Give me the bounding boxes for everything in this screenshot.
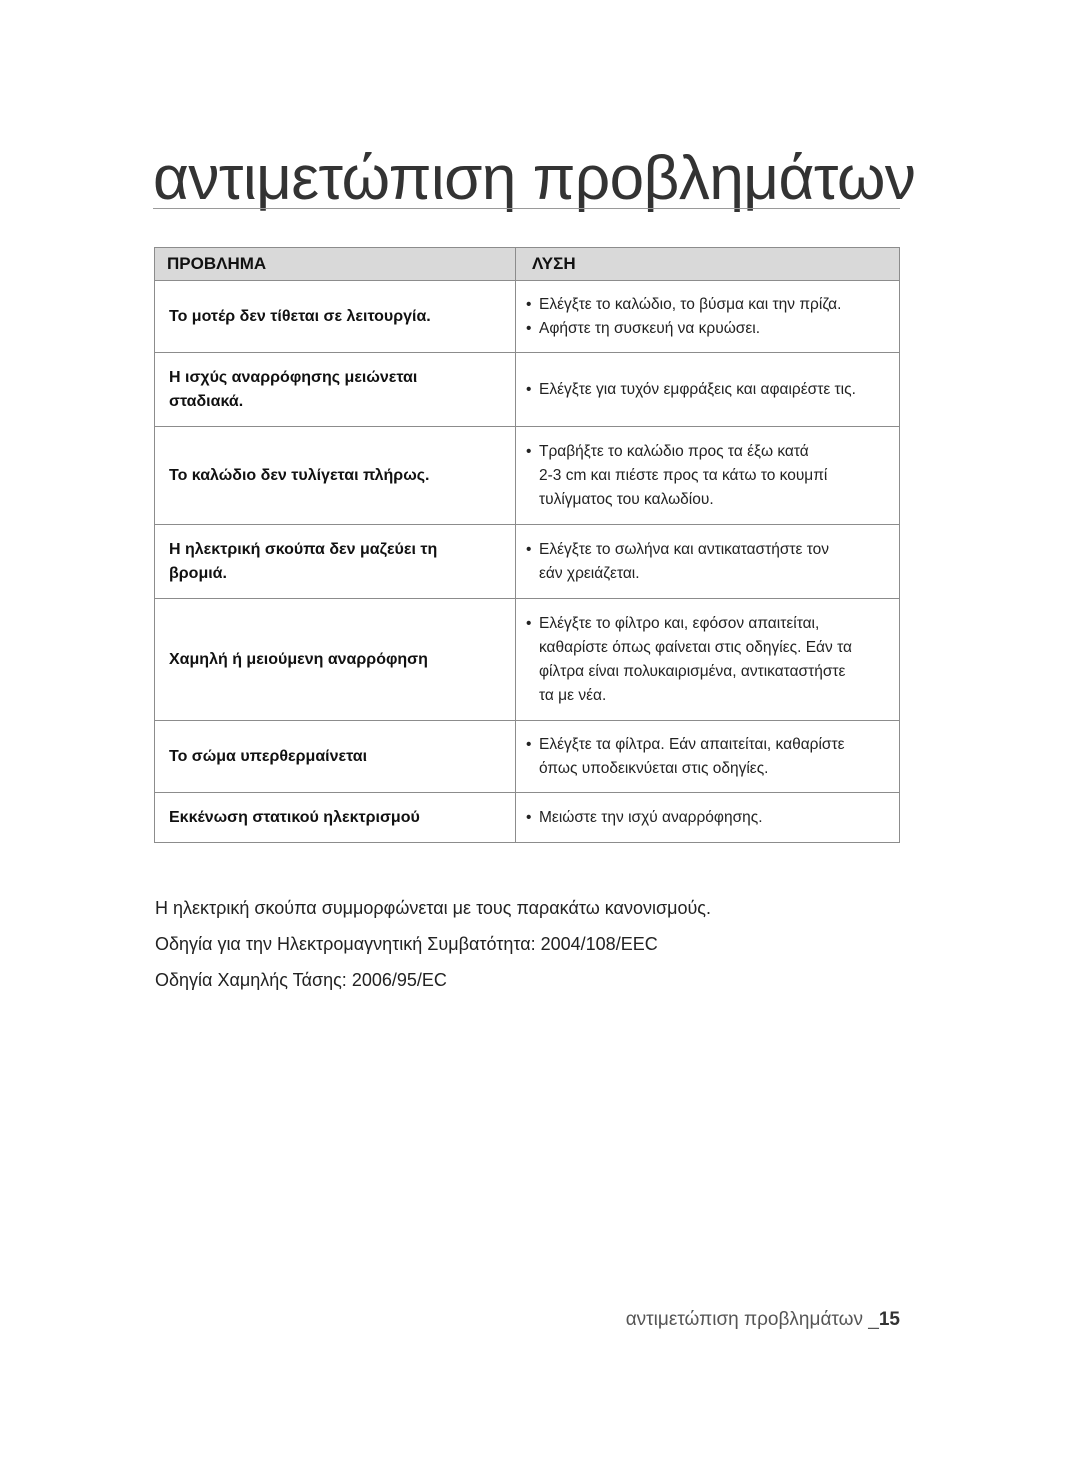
solution-line: Ελέγξτε το καλώδιο, το βύσμα και την πρίζα. (539, 295, 842, 313)
bullet-icon: • (526, 735, 532, 753)
compliance-note: Η ηλεκτρική σκούπα συμμορφώνεται με τους παρακάτω κανονισμούς. (155, 898, 711, 918)
compliance-notes (155, 890, 711, 998)
solution-line: όπως υποδεικνύεται στις οδηγίες. (539, 759, 769, 777)
page-number: 15 (878, 1309, 900, 1330)
solution-item (526, 378, 893, 402)
table-row (155, 599, 900, 721)
solution-item (526, 733, 893, 781)
solution-text (539, 806, 893, 830)
solution-item (526, 612, 893, 708)
bullet-icon: • (526, 295, 532, 313)
bullet-icon: • (526, 442, 532, 460)
solution-item (526, 440, 893, 512)
problem-text: Εκκένωση στατικού ηλεκτρισμού (169, 808, 420, 826)
solution-text (539, 293, 893, 317)
problem-cell (155, 281, 516, 353)
problem-text: Το καλώδιο δεν τυλίγεται πλήρως. (169, 466, 430, 484)
solution-line: φίλτρα είναι πολυκαιρισμένα, αντικαταστήστε (539, 662, 846, 680)
solution-cell (516, 793, 900, 843)
problem-text: Η ισχύς αναρρόφησης μειώνεται (169, 368, 418, 386)
solution-line: Ελέγξτε για τυχόν εμφράξεις και αφαιρέστε τις. (539, 380, 856, 398)
solution-cell (516, 281, 900, 353)
footer-section-label: αντιμετώπιση προβλημάτων _ (625, 1309, 879, 1330)
solution-text (539, 378, 893, 402)
solution-line: Ελέγξτε το σωλήνα και αντικαταστήστε τον (539, 540, 830, 558)
problem-text: σταδιακά. (169, 392, 244, 410)
solution-text (539, 612, 893, 708)
page-title: αντιμετώπιση προβλημάτων (153, 144, 916, 213)
solution-cell (516, 427, 900, 525)
table-row (155, 525, 900, 599)
solution-line: Τραβήξτε το καλώδιο προς τα έξω κατά (539, 442, 809, 460)
solution-line: εάν χρειάζεται. (539, 564, 640, 582)
problem-text: Η ηλεκτρική σκούπα δεν μαζεύει τη (169, 540, 438, 558)
solution-text (539, 733, 893, 781)
compliance-note: Οδηγία για την Ηλεκτρομαγνητική Συμβατότητα: 2004/108/EEC (155, 934, 658, 954)
problem-cell (155, 525, 516, 599)
solution-item (526, 317, 893, 341)
problem-cell (155, 721, 516, 793)
solution-line: Αφήστε τη συσκευή να κρυώσει. (539, 319, 761, 337)
header-problem: ΠΡΟΒΛΗΜΑ (155, 248, 516, 281)
table-row (155, 281, 900, 353)
solution-text (539, 538, 893, 586)
solution-line: τα με νέα. (539, 686, 607, 704)
solution-line: 2-3 cm και πιέστε προς τα κάτω το κουμπί (539, 466, 828, 484)
troubleshooting-table (154, 247, 900, 843)
problem-cell (155, 599, 516, 721)
problem-cell (155, 353, 516, 427)
solution-item (526, 806, 893, 830)
solution-item (526, 293, 893, 317)
table-body (155, 281, 900, 843)
solution-line: Ελέγξτε το φίλτρο και, εφόσον απαιτείται, (539, 614, 820, 632)
problem-text: Το μοτέρ δεν τίθεται σε λειτουργία. (169, 307, 431, 325)
solution-line: καθαρίστε όπως φαίνεται στις οδηγίες. Εάν τα (539, 638, 852, 656)
table-row (155, 721, 900, 793)
solution-item (526, 538, 893, 586)
solution-line: Ελέγξτε τα φίλτρα. Εάν απαιτείται, καθαρίστε (539, 735, 845, 753)
table-row (155, 353, 900, 427)
problem-text: Το σώμα υπερθερμαίνεται (169, 747, 368, 765)
bullet-icon: • (526, 808, 532, 826)
bullet-icon: • (526, 319, 532, 337)
solution-cell (516, 599, 900, 721)
problem-cell (155, 427, 516, 525)
table-row (155, 427, 900, 525)
problem-text: Χαμηλή ή μειούμενη αναρρόφηση (169, 650, 428, 668)
solution-text (539, 317, 893, 341)
solution-cell (516, 721, 900, 793)
solution-line: τυλίγματος του καλωδίου. (539, 490, 714, 508)
problem-cell (155, 793, 516, 843)
table-header-row (155, 248, 900, 281)
table-row (155, 793, 900, 843)
compliance-note: Οδηγία Χαμηλής Τάσης: 2006/95/EC (155, 970, 447, 990)
title-divider (153, 208, 900, 209)
solution-text (539, 440, 893, 512)
problem-text: βρομιά. (169, 564, 227, 582)
header-solution: ΛΥΣΗ (516, 248, 900, 281)
bullet-icon: • (526, 540, 532, 558)
solution-line: Μειώστε την ισχύ αναρρόφησης. (539, 808, 763, 826)
page-footer (626, 1309, 900, 1331)
bullet-icon: • (526, 380, 532, 398)
bullet-icon: • (526, 614, 532, 632)
solution-cell (516, 525, 900, 599)
solution-cell (516, 353, 900, 427)
